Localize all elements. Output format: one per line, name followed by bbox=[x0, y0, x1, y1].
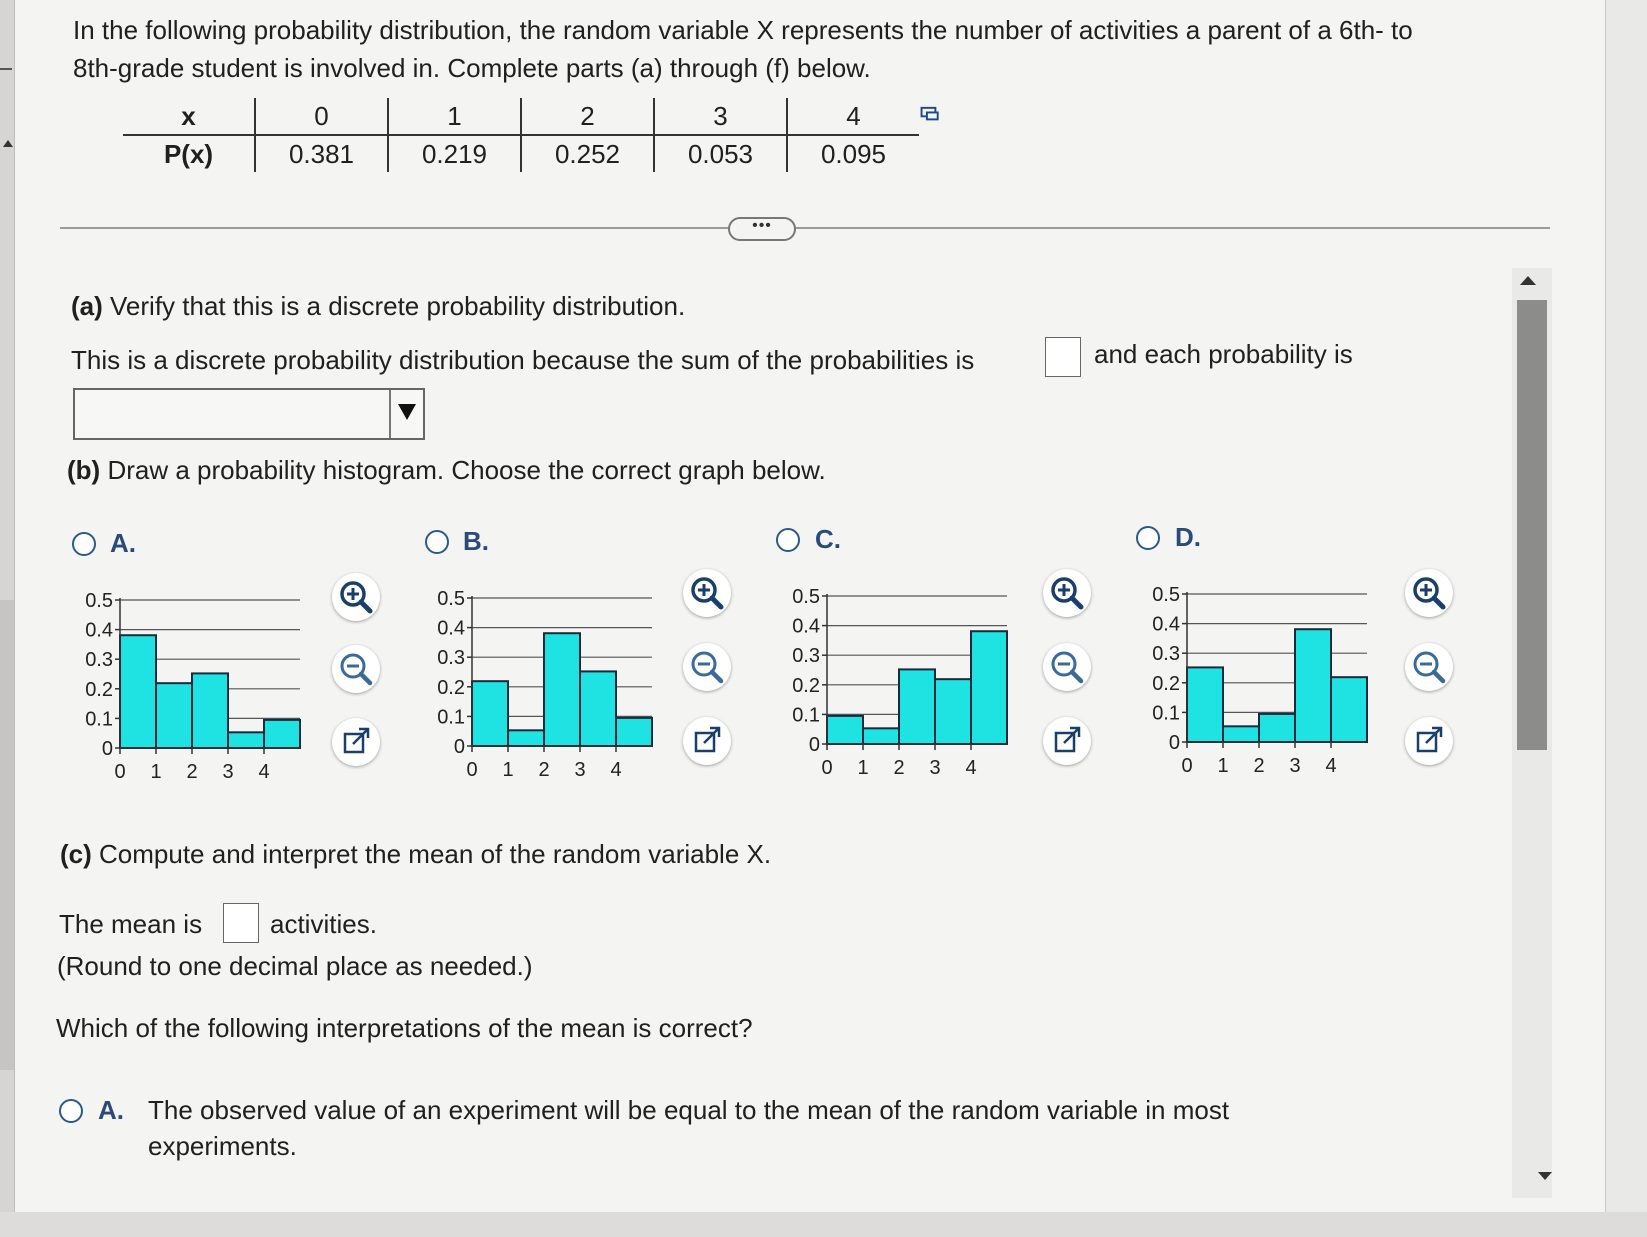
x-tick-label: 0 bbox=[114, 761, 126, 783]
histogram-bar bbox=[1187, 667, 1223, 742]
table-cell-x: 1 bbox=[388, 98, 521, 135]
table-cell-p: 0.252 bbox=[521, 135, 654, 172]
external-link-icon bbox=[1043, 717, 1091, 765]
histogram-option-d bbox=[1147, 584, 1397, 799]
option-b-label[interactable]: B. bbox=[463, 526, 489, 556]
table-cell-x: 3 bbox=[654, 98, 787, 135]
x-tick-label: 0 bbox=[1181, 755, 1193, 777]
option-d-label[interactable]: D. bbox=[1175, 522, 1201, 552]
y-tick-label: 0.5 bbox=[792, 586, 820, 608]
histogram-bar bbox=[192, 673, 228, 748]
y-tick-label: 0 bbox=[1168, 732, 1180, 754]
x-tick-label: 3 bbox=[222, 761, 234, 783]
y-tick-label: 0.3 bbox=[437, 647, 465, 670]
sum-answer-box[interactable] bbox=[1045, 337, 1081, 377]
zoom-out-icon bbox=[1405, 643, 1453, 691]
y-tick-label: 0.1 bbox=[792, 704, 820, 727]
collapse-dash-icon[interactable] bbox=[0, 68, 12, 70]
table-cell-p: 0.095 bbox=[787, 135, 919, 172]
open-new-window-button-b[interactable] bbox=[683, 717, 731, 765]
more-options-button[interactable]: ••• bbox=[728, 217, 796, 241]
zoom-in-icon bbox=[683, 569, 731, 617]
x-tick-label: 4 bbox=[1325, 755, 1337, 777]
intro-line-1: In the following probability distribution, the random variable X represents the number of activities a parent of a 6th- to bbox=[73, 15, 1413, 45]
part-a-sentence-after: and each probability is bbox=[1094, 339, 1353, 369]
intro-line-2: 8th-grade student is involved in. Complete parts (a) through (f) below. bbox=[73, 53, 871, 83]
histogram-option-c bbox=[787, 586, 1037, 801]
table-cell-p: 0.053 bbox=[654, 135, 787, 172]
x-tick-label: 2 bbox=[186, 761, 198, 783]
round-note: (Round to one decimal place as needed.) bbox=[57, 951, 533, 981]
histogram-bar bbox=[264, 720, 300, 748]
option-c-label[interactable]: C. bbox=[815, 524, 841, 554]
y-tick-label: 0.4 bbox=[1152, 613, 1180, 636]
histogram-bar bbox=[935, 679, 971, 744]
part-b-label: (b) bbox=[67, 455, 101, 485]
histogram-bar bbox=[228, 732, 264, 748]
mean-answer-box[interactable] bbox=[223, 903, 259, 943]
y-tick-label: 0.3 bbox=[85, 649, 113, 672]
part-c-label: (c) bbox=[60, 839, 92, 869]
histogram-bar bbox=[472, 681, 508, 746]
part-c-title: Compute and interpret the mean of the random variable X. bbox=[99, 839, 772, 869]
y-tick-label: 0.2 bbox=[792, 674, 820, 697]
scroll-up-arrow-icon[interactable] bbox=[1520, 276, 1536, 285]
part-b-heading bbox=[67, 454, 826, 486]
x-tick-label: 3 bbox=[1289, 755, 1301, 777]
y-tick-label: 0.5 bbox=[85, 590, 113, 612]
zoom-in-button-d[interactable] bbox=[1405, 569, 1453, 617]
y-tick-label: 0.1 bbox=[1152, 702, 1180, 725]
interpretation-a-radio[interactable] bbox=[59, 1099, 83, 1123]
interpretation-a-line-2[interactable]: experiments. bbox=[148, 1131, 297, 1161]
interpretation-a-line-1[interactable]: The observed value of an experiment will be equal to the mean of the random variable in most bbox=[148, 1095, 1230, 1125]
y-tick-label: 0.2 bbox=[1152, 672, 1180, 695]
x-tick-label: 2 bbox=[893, 757, 905, 779]
zoom-out-icon bbox=[332, 645, 380, 693]
y-tick-label: 0.1 bbox=[85, 708, 113, 731]
y-tick-label: 0.2 bbox=[437, 676, 465, 699]
open-new-window-button-d[interactable] bbox=[1405, 717, 1453, 765]
zoom-in-icon bbox=[332, 573, 380, 621]
x-tick-label: 4 bbox=[258, 761, 270, 783]
zoom-in-icon bbox=[1405, 569, 1453, 617]
table-header-x: x bbox=[123, 98, 255, 135]
table-cell-x: 0 bbox=[255, 98, 388, 135]
x-tick-label: 0 bbox=[821, 757, 833, 779]
external-link-icon bbox=[1405, 717, 1453, 765]
y-tick-label: 0.4 bbox=[792, 615, 820, 638]
table-cell-p: 0.219 bbox=[388, 135, 521, 172]
option-d-radio[interactable] bbox=[1136, 526, 1160, 550]
left-grip bbox=[0, 600, 14, 1070]
y-tick-label: 0.1 bbox=[437, 706, 465, 729]
part-a-heading bbox=[71, 290, 685, 322]
y-tick-label: 0.5 bbox=[437, 588, 465, 610]
x-tick-label: 2 bbox=[538, 759, 550, 781]
option-a-label[interactable]: A. bbox=[110, 528, 136, 558]
part-b-title: Draw a probability histogram. Choose the correct graph below. bbox=[107, 455, 826, 485]
zoom-out-button-a[interactable] bbox=[332, 645, 380, 693]
histogram-bar bbox=[616, 718, 652, 746]
scrollbar-thumb[interactable] bbox=[1517, 300, 1547, 750]
section-divider bbox=[60, 227, 1550, 229]
x-tick-label: 4 bbox=[965, 757, 977, 779]
y-tick-label: 0.5 bbox=[1152, 584, 1180, 606]
mean-text-after: activities. bbox=[270, 909, 377, 939]
histogram-bar bbox=[899, 669, 935, 744]
zoom-in-icon bbox=[1043, 569, 1091, 617]
y-tick-label: 0.4 bbox=[85, 619, 113, 642]
arrow-up-icon[interactable] bbox=[3, 140, 13, 147]
x-tick-label: 3 bbox=[574, 759, 586, 781]
zoom-out-button-c[interactable] bbox=[1043, 643, 1091, 691]
x-tick-label: 4 bbox=[610, 759, 622, 781]
y-tick-label: 0 bbox=[808, 734, 820, 756]
part-a-label: (a) bbox=[71, 291, 103, 321]
y-tick-label: 0 bbox=[101, 738, 113, 760]
option-c-radio[interactable] bbox=[776, 528, 800, 552]
table-cell-x: 2 bbox=[521, 98, 654, 135]
histogram-bar bbox=[1259, 714, 1295, 742]
distribution-table bbox=[123, 98, 919, 172]
y-tick-label: 0.4 bbox=[437, 617, 465, 640]
y-tick-label: 0.3 bbox=[792, 645, 820, 668]
mean-text-before: The mean is bbox=[59, 909, 203, 939]
histogram-option-b bbox=[432, 588, 682, 803]
x-tick-label: 1 bbox=[502, 759, 514, 781]
histogram-bar bbox=[827, 716, 863, 744]
y-tick-label: 0 bbox=[453, 736, 465, 758]
zoom-in-button-b[interactable] bbox=[683, 569, 731, 617]
option-b-radio[interactable] bbox=[425, 530, 449, 554]
histogram-bar bbox=[580, 671, 616, 746]
left-edge-strip bbox=[0, 0, 15, 1237]
interpretation-a-letter[interactable]: A. bbox=[98, 1095, 124, 1125]
option-a-radio[interactable] bbox=[72, 532, 96, 556]
histogram-option-a bbox=[80, 590, 330, 805]
table-row-x bbox=[123, 98, 919, 135]
x-tick-label: 0 bbox=[466, 759, 478, 781]
external-link-icon bbox=[332, 718, 380, 766]
histogram-bar bbox=[508, 730, 544, 746]
external-link-icon bbox=[683, 717, 731, 765]
y-tick-label: 0.2 bbox=[85, 678, 113, 701]
histogram-bar bbox=[120, 635, 156, 748]
table-cell-p: 0.381 bbox=[255, 135, 388, 172]
zoom-in-button-a[interactable] bbox=[332, 573, 380, 621]
x-tick-label: 1 bbox=[1217, 755, 1229, 777]
part-c-heading bbox=[60, 838, 771, 870]
copy-table-icon[interactable] bbox=[920, 106, 940, 122]
interpretation-question: Which of the following interpretations of the mean is correct? bbox=[56, 1013, 753, 1043]
x-tick-label: 3 bbox=[929, 757, 941, 779]
y-tick-label: 0.3 bbox=[1152, 643, 1180, 666]
bottom-edge bbox=[0, 1212, 1647, 1237]
table-cell-x: 4 bbox=[787, 98, 919, 135]
zoom-out-button-d[interactable] bbox=[1405, 643, 1453, 691]
x-tick-label: 2 bbox=[1253, 755, 1265, 777]
part-a-title: Verify that this is a discrete probability distribution. bbox=[110, 291, 686, 321]
open-new-window-button-c[interactable] bbox=[1043, 717, 1091, 765]
x-tick-label: 1 bbox=[857, 757, 869, 779]
zoom-out-button-b[interactable] bbox=[683, 643, 731, 691]
histogram-bar bbox=[1331, 677, 1367, 742]
zoom-out-icon bbox=[683, 643, 731, 691]
zoom-in-button-c[interactable] bbox=[1043, 569, 1091, 617]
right-edge bbox=[1605, 0, 1647, 1237]
part-a-sentence-before: This is a discrete probability distribution because the sum of the probabilities is bbox=[71, 345, 975, 375]
probability-condition-dropdown[interactable] bbox=[73, 388, 425, 440]
histogram-bar bbox=[971, 631, 1007, 744]
table-row-p bbox=[123, 135, 919, 172]
histogram-bar bbox=[156, 683, 192, 748]
x-tick-label: 1 bbox=[150, 761, 162, 783]
histogram-bar bbox=[1223, 726, 1259, 742]
scroll-down-arrow-icon[interactable] bbox=[1538, 1172, 1552, 1180]
histogram-bar bbox=[1295, 629, 1331, 742]
dropdown-arrow-icon[interactable] bbox=[389, 390, 423, 438]
histogram-bar bbox=[544, 633, 580, 746]
histogram-bar bbox=[863, 728, 899, 744]
open-new-window-button-a[interactable] bbox=[332, 718, 380, 766]
zoom-out-icon bbox=[1043, 643, 1091, 691]
table-header-p: P(x) bbox=[163, 138, 214, 169]
